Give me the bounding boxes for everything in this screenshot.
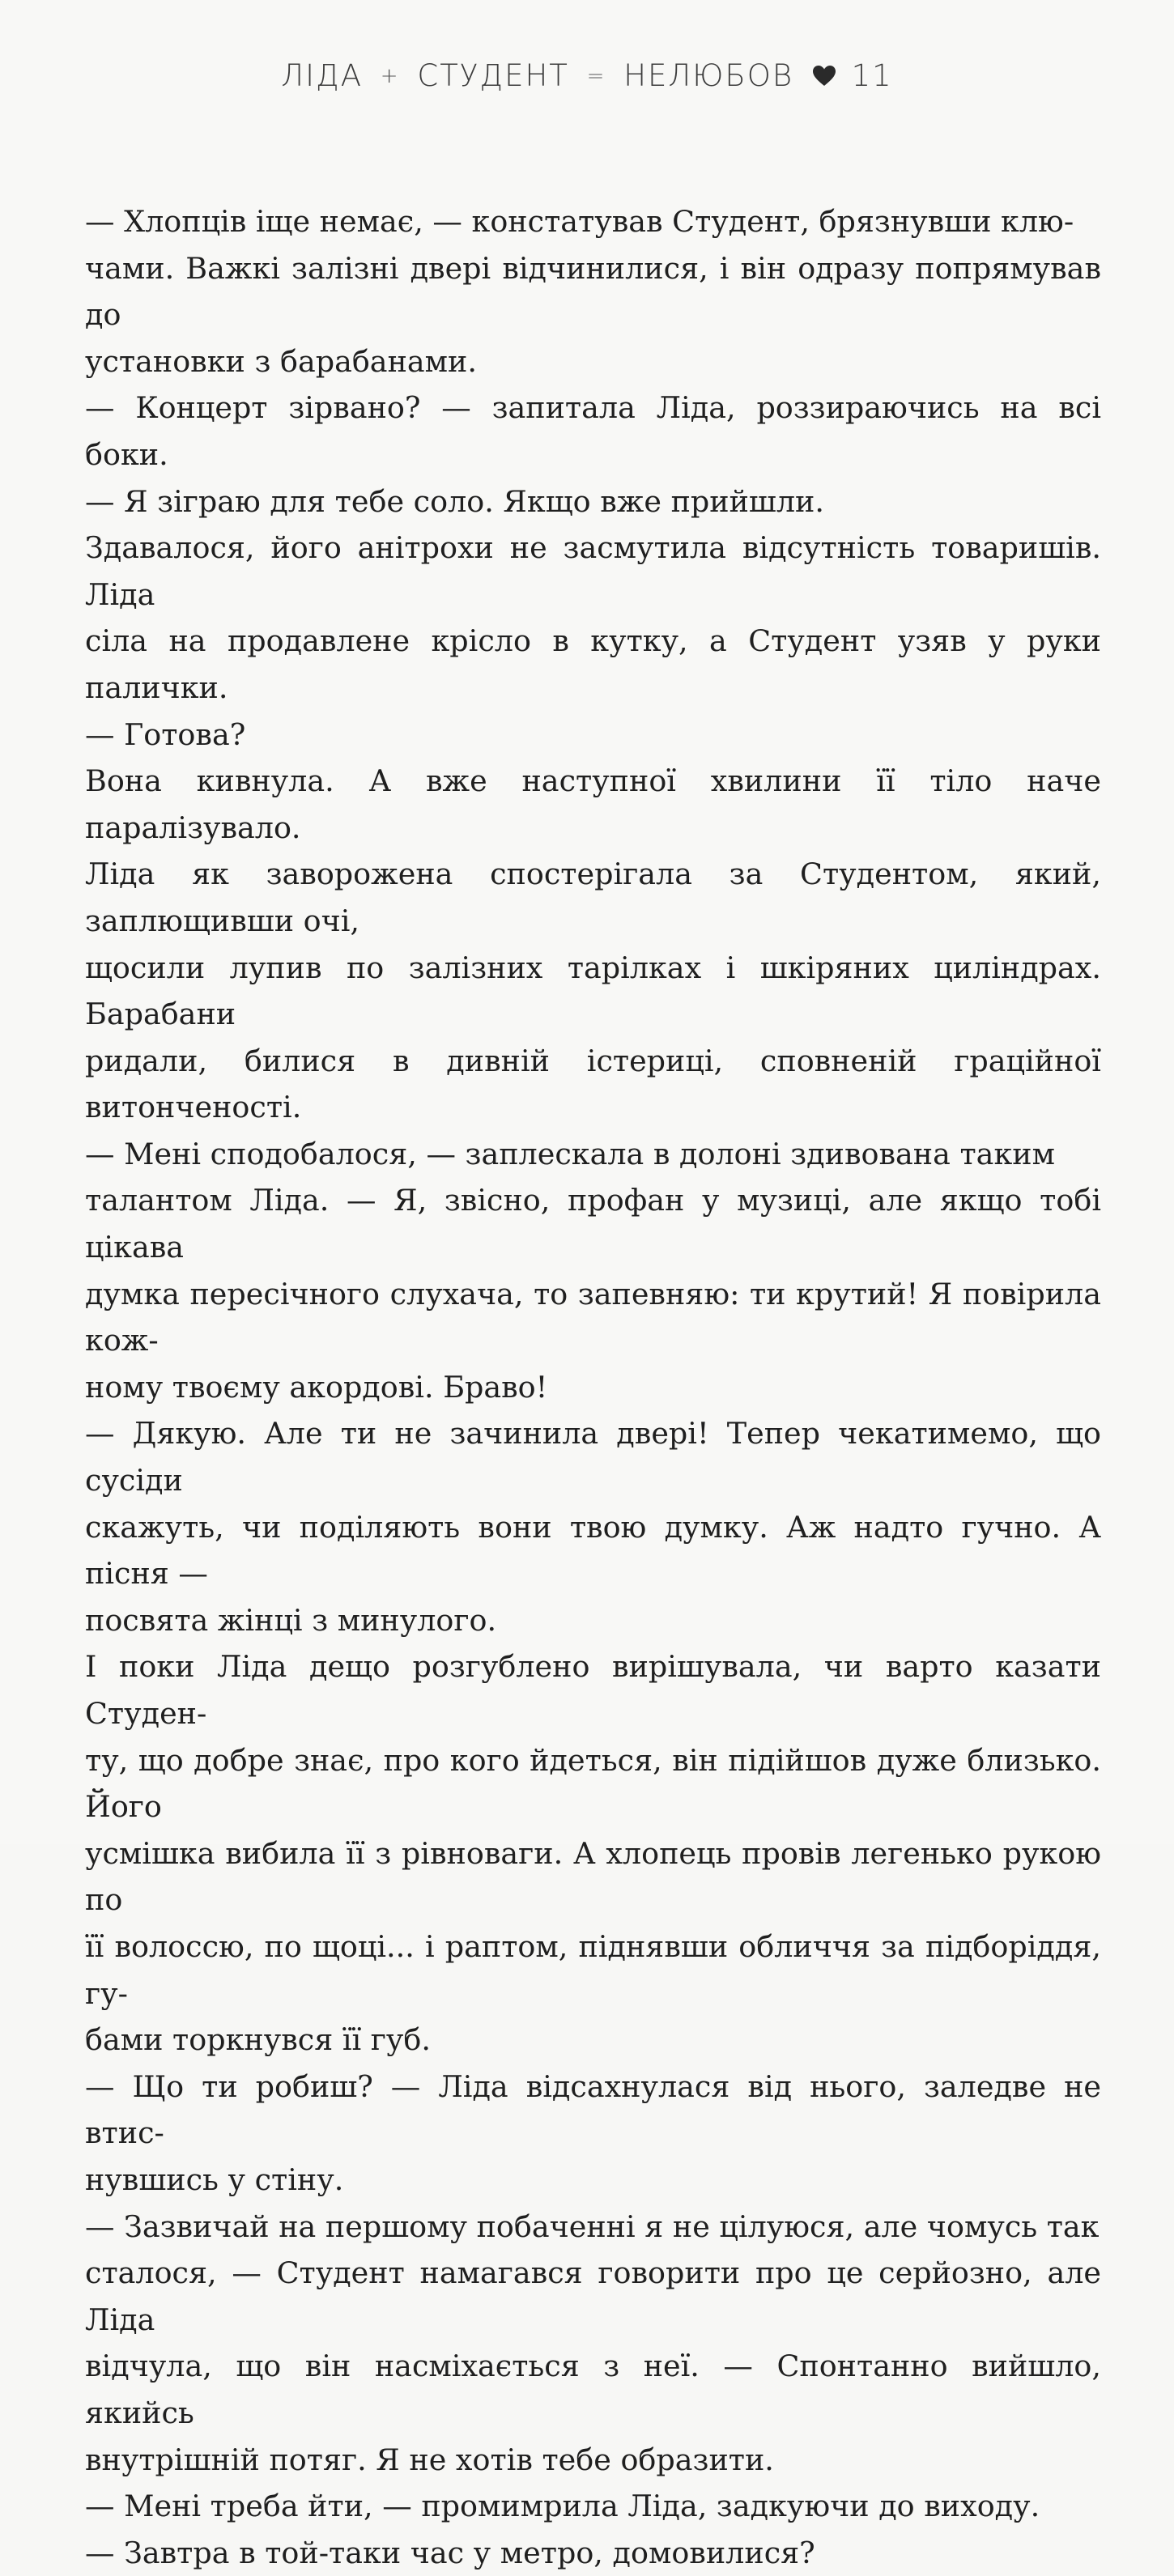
paragraph: — Мені сподобалося, — заплескала в долоні здивована таким талантом Ліда. — Я, звісно, профан у музиці, але якщо тобі цікава думка пересічного слухача, то запевняю: ти крутий! Я повірила кож- ному твоєму акордові. Браво! xyxy=(85,1136,1101,1405)
paragraph: — Я зіграю для тебе соло. Якщо вже прийшли. xyxy=(85,483,824,519)
paragraph: — Хлопців іще немає, — констатував Студент, брязнувши клю- чами. Важкі залізні двері відчинилися, і він одразу попрямував до установки з барабанами. xyxy=(85,204,1101,379)
header-word-lida: ЛІДА xyxy=(281,58,364,93)
heart-icon xyxy=(813,66,836,87)
header-word-student: СТУДЕНТ xyxy=(417,58,569,93)
paragraph: — Концерт зірвано? — запитала Ліда, роззираючись на всі боки. xyxy=(85,390,1101,472)
paragraph: — Що ти робиш? — Ліда відсахнулася від нього, заледве не втис- нувшись у стіну. xyxy=(85,2068,1101,2197)
paragraph: Вона кивнула. А вже наступної хвилини її тіло наче паралізувало. Ліда як заворожена спостерігала за Студентом, який, заплющивши очі, щосили лупив по залізних тарілках і шкіряних циліндрах. Барабани ридали, билися в дивній істериці, сповненій граційної витонченості. xyxy=(85,763,1101,1125)
paragraph: Здавалося, його анітрохи не засмутила відсутність товаришів. Ліда сіла на продавлене крісло в кутку, а Студент узяв у руки палички. xyxy=(85,530,1101,705)
equals-sign: = xyxy=(586,63,606,88)
paragraph: — Мені треба йти, — промимрила Ліда, задкуючи до виходу. xyxy=(85,2489,1040,2524)
running-header xyxy=(0,57,1174,93)
paragraph: — Готова? xyxy=(85,716,246,752)
paragraph: — Зазвичай на першому побаченні я не цілуюся, але чомусь так сталося, — Студент намагався говорити про це серйозно, але Ліда відчула, що він насміхається з неї. — Спонтанно вийшло, якийсь внутрішній потяг. Я не хотів тебе образити. xyxy=(85,2208,1101,2477)
header-word-nelyubov: НЕЛЮБОВ xyxy=(623,58,794,93)
page-number: 11 xyxy=(851,58,893,93)
paragraph: — Дякую. Але ти не зачинила двері! Тепер чекатимемо, що сусіди скажуть, чи поділяють вони твою думку. Аж надто гучно. А пісня — посвята жінці з минулого. xyxy=(85,1416,1101,1638)
paragraph: І поки Ліда дещо розгублено вирішувала, чи варто казати Студен- ту, що добре знає, про кого йдеться, він підійшов дуже близько. Його усмішка вибила її з рівноваги. А хлопець провів легенько рукою по її волоссю, по щоці... і раптом, піднявши обличчя за підборіддя, гу- бами торкнувся її губ. xyxy=(85,1649,1101,2058)
plus-sign: + xyxy=(380,63,400,88)
body-text xyxy=(85,198,1101,2576)
paragraph: — Завтра в той-таки час у метро, домовилися? xyxy=(85,2535,815,2570)
